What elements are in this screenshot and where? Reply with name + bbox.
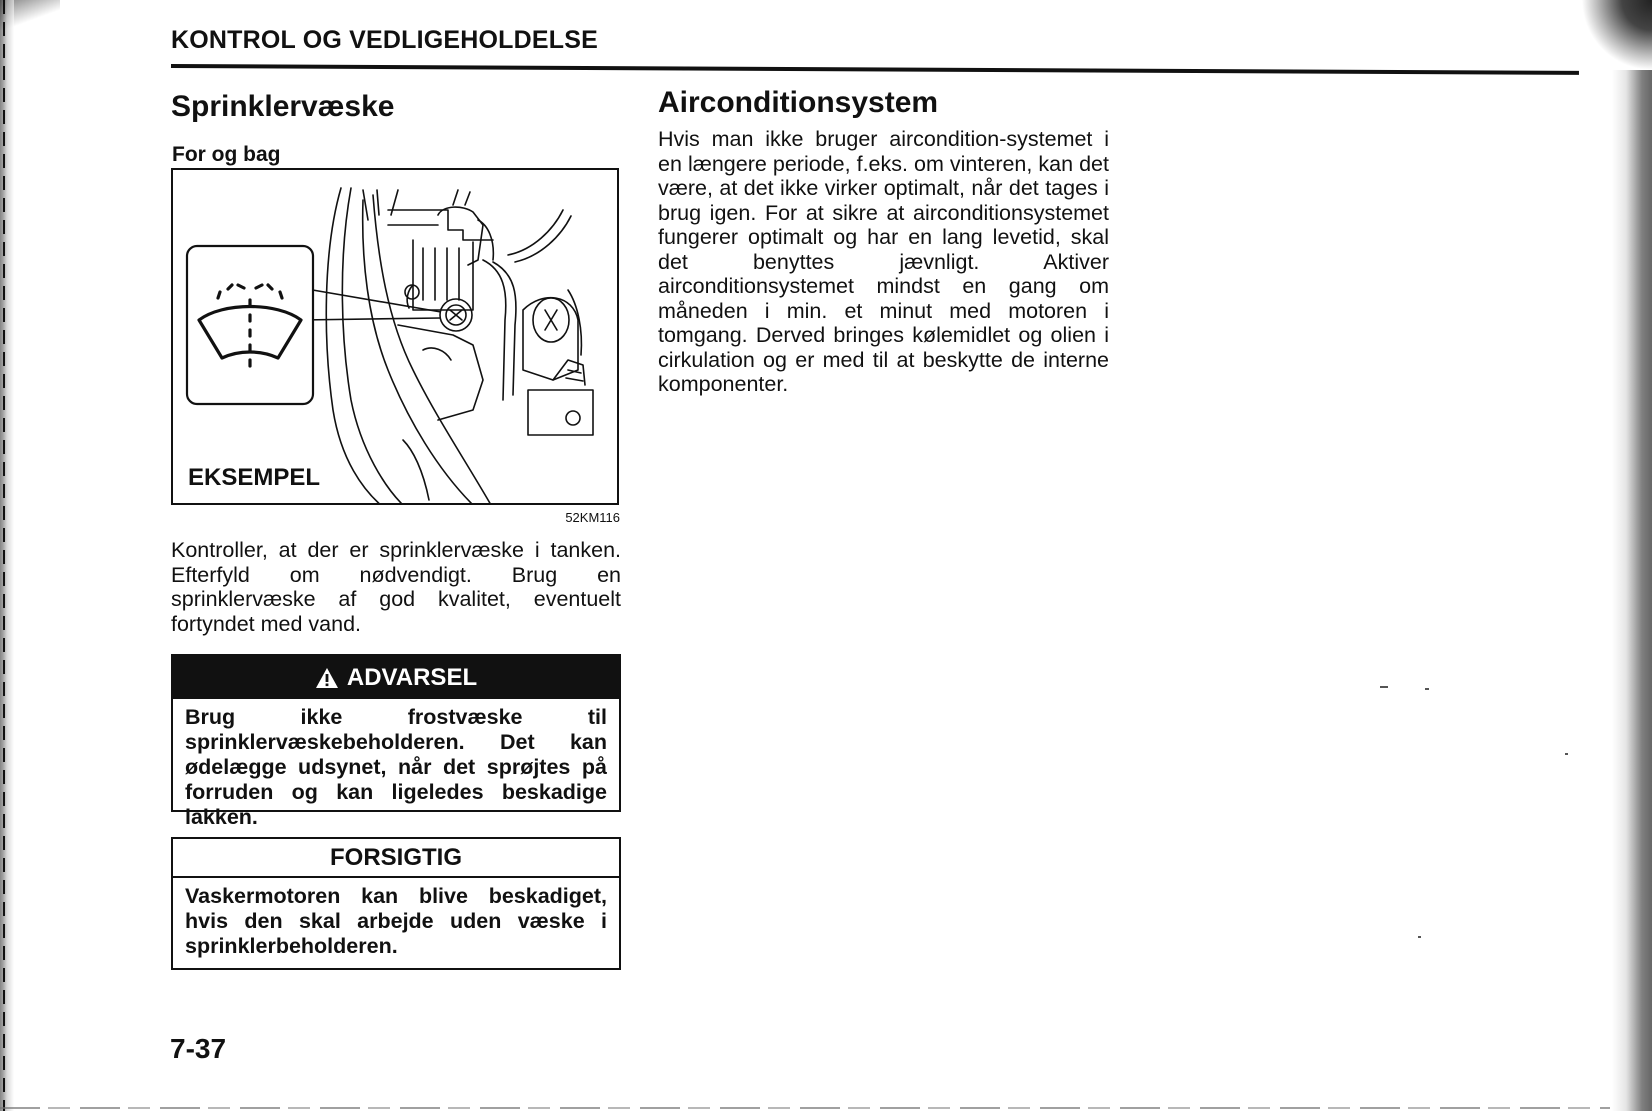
caution-text: Vaskermotoren kan blive beskadiget, hvis den skal arbejde uden væske i sprinklerbeholderen.: [185, 884, 607, 958]
page-number: 7-37: [170, 1033, 227, 1064]
scan-speck: [1565, 753, 1568, 755]
washer-fluid-instructions: Kontroller, at der er sprinklervæske i tanken. Efterfyld om nødvendigt. Brug en sprinklervæske af god kvalitet, eventuelt fortyndet med vand.: [171, 538, 621, 636]
engine-bay-illustration: [173, 170, 619, 505]
scan-corner-top-right: [1582, 0, 1652, 75]
scan-edge-bottom: [0, 1107, 1610, 1109]
scan-edge-right: [1612, 70, 1652, 1111]
figure-code: 52KM116: [565, 510, 620, 525]
scan-speck: [1380, 686, 1388, 688]
header-rule: [171, 64, 1579, 75]
warning-title: ADVARSEL: [346, 663, 478, 691]
subtitle-front-rear: For og bag: [172, 143, 281, 166]
section-title-washer-fluid: Sprinklervæske: [171, 90, 395, 123]
header-title: KONTROL OG VEDLIGEHOLDELSE: [171, 26, 598, 54]
scan-speck: [1425, 688, 1429, 690]
warning-triangle-icon: [315, 667, 339, 689]
caution-title: FORSIGTIG: [173, 839, 619, 878]
scan-speck: [1418, 936, 1421, 938]
warning-text: Brug ikke frostvæske til sprinklervæskebeholderen. Det kan ødelægge udsynet, når det sprøjtes på forruden og kan ligeledes beskadige lakken.: [185, 705, 607, 829]
figure-label-example: EKSEMPEL: [188, 464, 321, 491]
washer-reservoir-figure: [171, 168, 619, 505]
warning-header: [173, 656, 619, 699]
scan-edge-left-marks: [3, 0, 5, 1111]
air-conditioning-instructions: Hvis man ikke bruger aircondition-systemet i en længere periode, f.eks. om vinteren, kan det være, at det ikke virker optimalt, når det tages i brug igen. For at sikre at airconditionsystemet fungerer optimalt og har en lang levetid, skal det benyttes jævnligt. Aktiver airconditionsystemet mindst en gang om måneden i min. et minut med motoren i tomgang. Derved bringes kølemidlet og olien i cirkulation og er med til at beskytte de interne komponenter.: [658, 127, 1109, 396]
warning-box: [171, 654, 621, 829]
section-title-air-conditioning: Airconditionsystem: [658, 86, 939, 119]
caution-box: [171, 837, 621, 970]
